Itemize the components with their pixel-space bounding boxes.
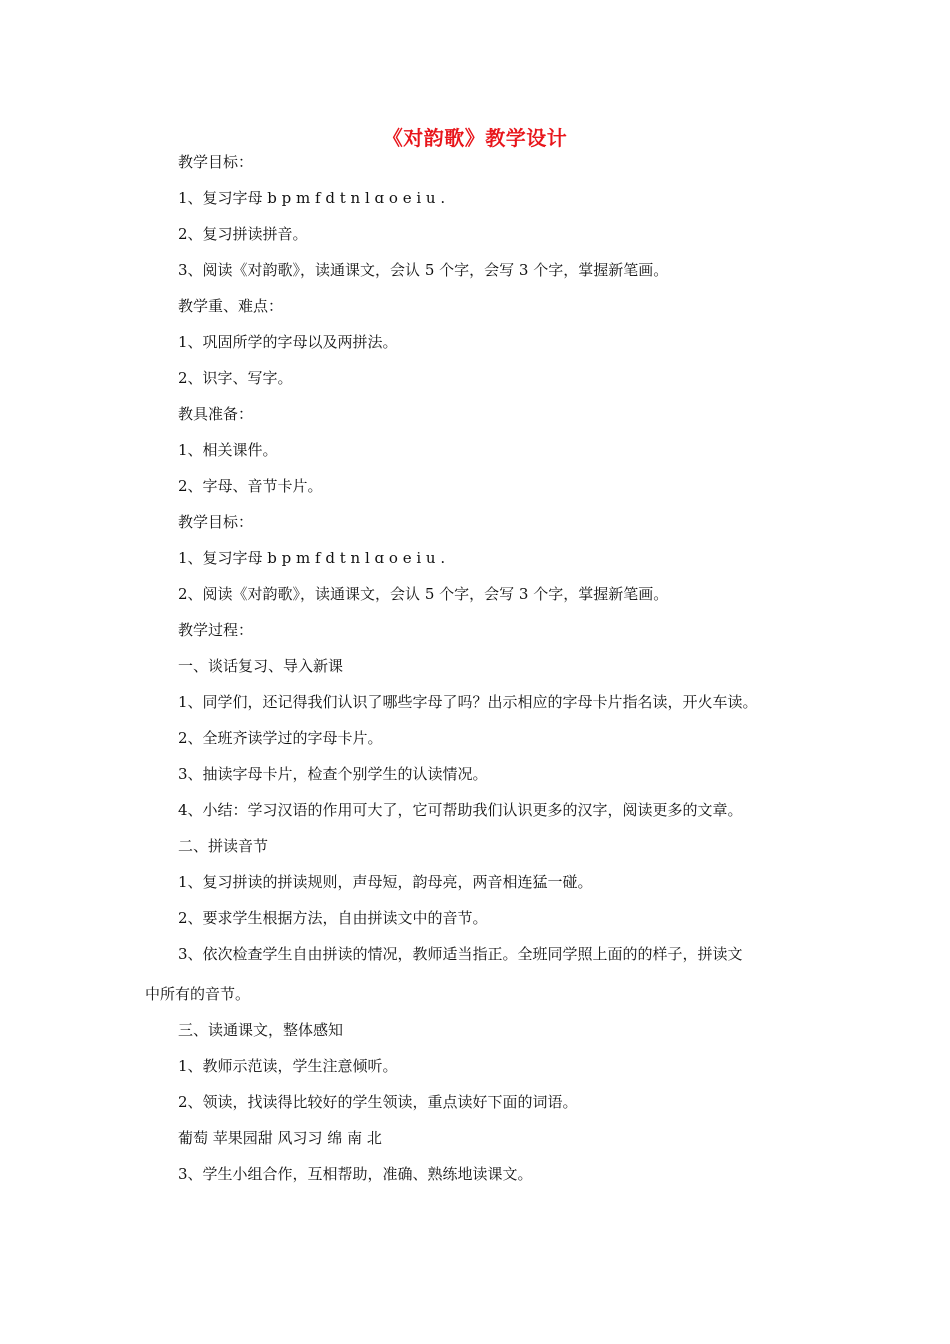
text-line: 1、教师示范读，学生注意倾听。 (178, 1057, 398, 1075)
text-line: 3、抽读字母卡片，检查个别学生的认读情况。 (178, 765, 488, 783)
text-line: 2、复习拼读拼音。 (178, 225, 308, 243)
section-heading: 教学目标： (178, 513, 254, 531)
text-line: 3、阅读《对韵歌》，读通课文，会认 5 个字，会写 3 个字，掌握新笔画。 (178, 261, 669, 279)
text-line: 1、复习字母 b p m f d t n l ɑ o e i u . (178, 189, 446, 207)
text-line: 1、相关课件。 (178, 441, 278, 459)
section-heading: 教学过程： (178, 621, 254, 639)
section-heading: 教学重、难点： (178, 297, 284, 315)
text-line: 1、复习字母 b p m f d t n l ɑ o e i u . (178, 549, 446, 567)
section-heading: 一、谈话复习、导入新课 (178, 657, 344, 675)
text-line: 3、依次检查学生自由拼读的情况，教师适当指正。全班同学照上面的的样子，拼读文 (178, 945, 743, 963)
vocabulary-line: 葡萄 苹果园甜 风习习 绵 南 北 (178, 1129, 382, 1147)
text-line: 3、学生小组合作，互相帮助，准确、熟练地读课文。 (178, 1165, 533, 1183)
text-line: 1、同学们，还记得我们认识了哪些字母了吗？出示相应的字母卡片指名读，开火车读。 (178, 693, 758, 711)
text-line: 2、阅读《对韵歌》，读通课文，会认 5 个字，会写 3 个字，掌握新笔画。 (178, 585, 669, 603)
text-line: 4、小结：学习汉语的作用可大了，它可帮助我们认识更多的汉字，阅读更多的文章。 (178, 801, 743, 819)
text-line: 2、识字、写字。 (178, 369, 293, 387)
section-heading: 教具准备： (178, 405, 254, 423)
text-line: 2、全班齐读学过的字母卡片。 (178, 729, 383, 747)
text-line: 1、复习拼读的拼读规则，声母短，韵母亮，两音相连猛一碰。 (178, 873, 593, 891)
section-heading: 二、拼读音节 (178, 837, 269, 855)
text-line: 2、字母、音节卡片。 (178, 477, 323, 495)
text-line: 2、领读，找读得比较好的学生领读，重点读好下面的词语。 (178, 1093, 578, 1111)
section-heading: 三、读通课文，整体感知 (178, 1021, 344, 1039)
text-line: 1、巩固所学的字母以及两拼法。 (178, 333, 398, 351)
text-line: 中所有的音节。 (145, 985, 251, 1003)
text-line: 2、要求学生根据方法，自由拼读文中的音节。 (178, 909, 488, 927)
document-title: 《对韵歌》教学设计 (382, 126, 568, 150)
section-heading: 教学目标： (178, 153, 254, 171)
